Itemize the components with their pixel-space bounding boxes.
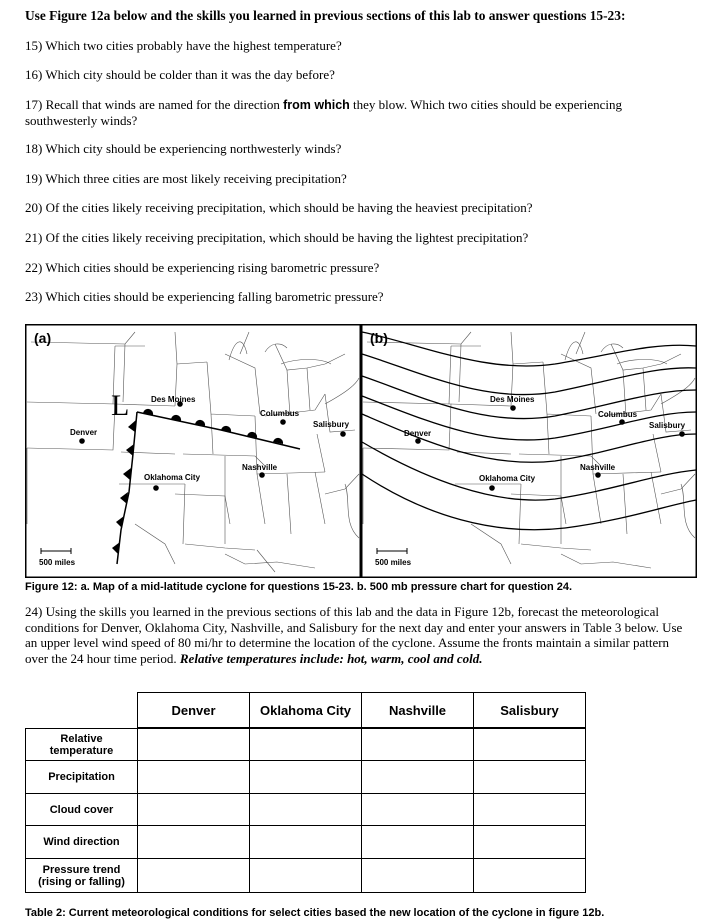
answer-cell-denver-temperature[interactable] [138,729,250,761]
question-20: 20) Of the cities likely receiving precipitation, which should be having the heaviest precipitation? [25,200,533,215]
city-label-nashville: Nashville [242,463,278,472]
answer-cell-salisbury-pressure[interactable] [474,859,586,893]
map-b-scale-label: 500 miles [375,558,412,567]
city-dot-salisbury-b [679,431,685,437]
row-header-precipitation: Precipitation [26,761,138,794]
answer-cell-oklahoma-city-pressure[interactable] [250,859,362,893]
question-17-emphasis: from which [283,98,350,112]
map-a-panel-label: (a) [34,330,52,346]
question-19: 19) Which three cities are most likely receiving precipitation? [25,171,347,186]
answer-cell-nashville-precipitation[interactable] [362,761,474,794]
city-label-des-moines: Des Moines [151,395,196,404]
question-24 [25,604,693,666]
column-header-salisbury: Salisbury [474,693,586,728]
figure-caption: Figure 12: a. Map of a mid-latitude cyclone for questions 15-23. b. 500 mb pressure chart for question 24. [25,581,573,593]
answer-cell-salisbury-precipitation[interactable] [474,761,586,794]
question-18: 18) Which city should be experiencing northwesterly winds? [25,141,342,156]
city-dot-oklahoma-city-b [489,485,495,491]
row-header-wind-direction: Wind direction [26,826,138,859]
answer-cell-denver-wind[interactable] [138,826,250,859]
answer-cell-nashville-wind[interactable] [362,826,474,859]
instructions-heading: Use Figure 12a below and the skills you learned in previous sections of this lab to answer questions 15-23: [25,8,626,23]
row-header-relative-temperature-line2: temperature [49,744,114,757]
table-caption: Table 2: Current meteorological conditions for select cities based the new location of the cyclone in figure 12b. [25,907,605,919]
answer-cell-salisbury-cloud-cover[interactable] [474,794,586,826]
answer-cell-salisbury-wind[interactable] [474,826,586,859]
question-23: 23) Which cities should be experiencing falling barometric pressure? [25,289,384,304]
low-pressure-symbol: L [111,389,130,422]
answer-cell-denver-pressure[interactable] [138,859,250,893]
map-panel-a [26,325,361,578]
column-header-nashville: Nashville [362,693,474,728]
row-header-relative-temperature [26,729,138,761]
city-label-des-moines-b: Des Moines [490,395,535,404]
city-dot-nashville-b [595,472,601,478]
map-b-frame [362,325,697,578]
question-24-text: 24) Using the skills you learned in the previous sections of this lab and the data in Figure 12b, forecast the meteorological conditions for Denver, Oklahoma City, Nashville, and Salisbury for the next day and enter your answers in Table 3 below. Use an upper level wind speed of 80 mi/hr to determine the location of the cyclone. Assume the fronts maintain a similar pattern over the 24 hour time period. [25,604,683,666]
city-dot-columbus-b [619,419,625,425]
figure-12-maps [25,324,697,578]
city-dot-salisbury [340,431,346,437]
row-header-pressure-trend-line1: Pressure trend [42,863,121,876]
question-15: 15) Which two cities probably have the highest temperature? [25,38,342,53]
city-dot-columbus [280,419,286,425]
city-label-columbus: Columbus [260,409,300,418]
city-dot-denver [79,438,85,444]
table-row-pressure-trend [26,859,586,893]
question-17-text-a: 17) Recall that winds are named for the direction [25,97,284,112]
city-dot-denver-b [415,438,421,444]
column-header-denver: Denver [138,693,250,728]
city-label-denver-b: Denver [404,429,432,438]
question-16: 16) Which city should be colder than it was the day before? [25,67,335,82]
answer-cell-oklahoma-city-temperature[interactable] [250,729,362,761]
question-21: 21) Of the cities likely receiving precipitation, which should be having the lightest precipitation? [25,230,529,245]
answer-cell-nashville-pressure[interactable] [362,859,474,893]
table-header-row [26,693,586,728]
city-label-oklahoma-city: Oklahoma City [144,473,201,482]
city-label-denver: Denver [70,428,98,437]
table-corner [26,693,138,728]
answer-cell-oklahoma-city-precipitation[interactable] [250,761,362,794]
answer-cell-denver-precipitation[interactable] [138,761,250,794]
map-panel-b [362,325,697,578]
answer-cell-salisbury-temperature[interactable] [474,729,586,761]
city-label-salisbury-b: Salisbury [649,421,686,430]
row-header-pressure-trend-line2: (rising or falling) [38,875,125,888]
forecast-table [25,692,586,893]
answer-cell-nashville-temperature[interactable] [362,729,474,761]
question-17-text-b: they blow. Which two cities should be experiencing southwesterly winds? [25,97,622,128]
city-dot-oklahoma-city [153,485,159,491]
city-label-columbus-b: Columbus [598,410,638,419]
question-17 [25,97,685,128]
question-22: 22) Which cities should be experiencing rising barometric pressure? [25,260,380,275]
map-a-frame [26,325,361,578]
map-a-scale-label: 500 miles [39,558,76,567]
row-header-cloud-cover: Cloud cover [26,794,138,826]
table-row-relative-temperature [26,729,586,761]
city-label-nashville-b: Nashville [580,463,616,472]
answer-cell-nashville-cloud-cover[interactable] [362,794,474,826]
city-dot-des-moines-b [510,405,516,411]
table-row-cloud-cover [26,794,586,826]
map-b-panel-label: (b) [370,330,388,346]
column-header-oklahoma-city: Oklahoma City [250,693,362,728]
city-label-oklahoma-city-b: Oklahoma City [479,474,536,483]
row-header-pressure-trend [26,859,138,893]
answer-cell-oklahoma-city-wind[interactable] [250,826,362,859]
answer-cell-denver-cloud-cover[interactable] [138,794,250,826]
table-row-wind-direction [26,826,586,859]
row-header-relative-temperature-line1: Relative [60,732,103,745]
question-24-emphasis: Relative temperatures include: hot, warm, cool and cold. [179,650,483,666]
city-dot-nashville [259,472,265,478]
city-label-salisbury: Salisbury [313,420,350,429]
answer-cell-oklahoma-city-cloud-cover[interactable] [250,794,362,826]
table-row-precipitation [26,761,586,794]
